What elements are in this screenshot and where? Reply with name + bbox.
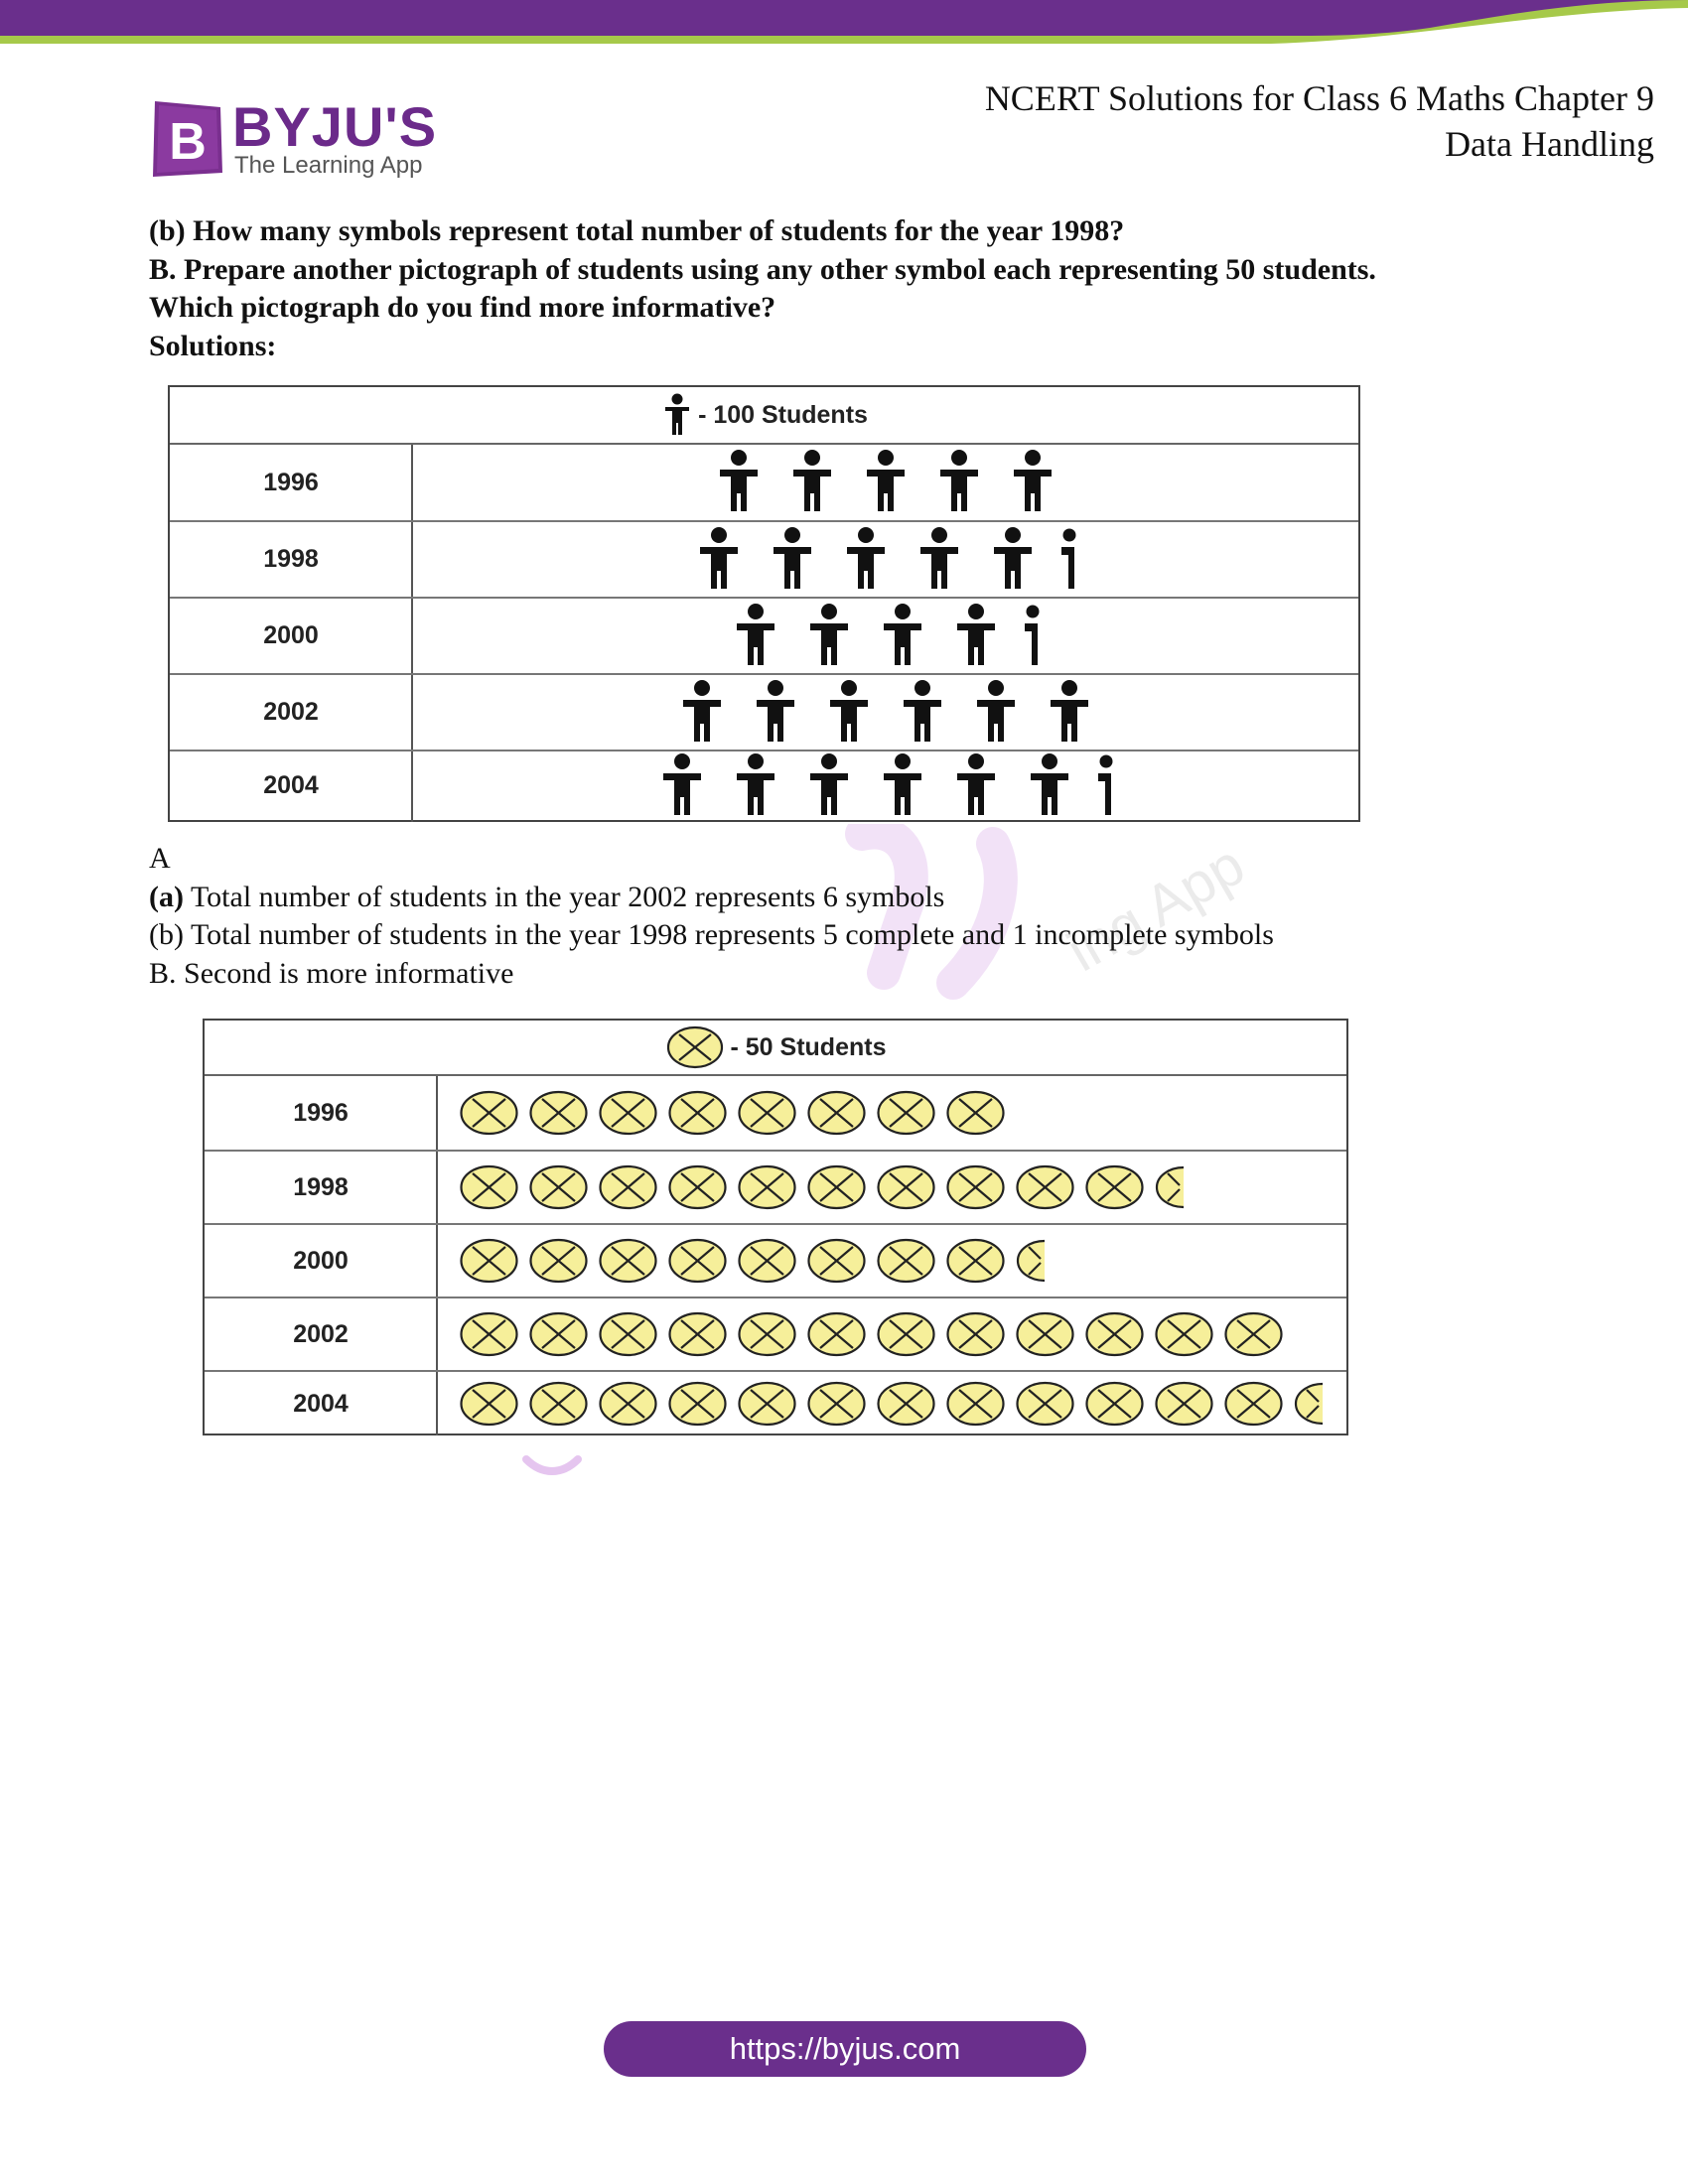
crossed-circle-icon [598, 1237, 658, 1285]
crossed-circle-icon [945, 1089, 1006, 1137]
answer-b: (b) Total number of students in the year 1998 represents 5 complete and 1 incomplete symbols [149, 918, 1274, 951]
crossed-circle-icon [737, 1163, 797, 1211]
partial-student-figure-icon [1023, 604, 1043, 669]
row-symbols [459, 1152, 1184, 1223]
svg-text:ing App: ing App [1056, 832, 1256, 985]
student-figure-icon [766, 527, 819, 593]
crossed-circle-icon [1223, 1310, 1284, 1358]
row-year-label: 2004 [263, 771, 319, 799]
byjus-logo[interactable] [149, 97, 447, 179]
row-year-label: 1996 [263, 468, 319, 496]
crossed-circle-icon [528, 1163, 589, 1211]
crossed-circle-icon [598, 1310, 658, 1358]
partial-student-figure-icon [1096, 753, 1116, 819]
row-symbols [412, 522, 1358, 597]
crossed-circle-icon [528, 1310, 589, 1358]
answer-conclusion: B. Second is more informative [149, 956, 514, 990]
answer-a [149, 879, 1638, 917]
crossed-circle-icon [876, 1310, 936, 1358]
pictograph-row-2000 [170, 597, 1358, 673]
question-B: B. Prepare another pictograph of students using any other symbol each representing 50 students. [149, 252, 1376, 286]
crossed-circle-icon [876, 1380, 936, 1428]
pictograph-row-1996 [205, 1076, 1346, 1150]
row-year-label: 2000 [263, 621, 319, 649]
crossed-circle-icon [665, 1024, 725, 1070]
row-year-label: 2002 [293, 1319, 349, 1348]
crossed-circle-icon [737, 1310, 797, 1358]
crossed-circle-icon [876, 1163, 936, 1211]
student-figure-icon [859, 450, 913, 515]
crossed-circle-icon [667, 1237, 728, 1285]
pictograph-row-2004 [205, 1370, 1346, 1435]
student-figure-icon [986, 527, 1040, 593]
student-figure-icon [1006, 450, 1059, 515]
crossed-circle-icon [876, 1089, 936, 1137]
student-figure-icon [729, 753, 782, 819]
row-symbols [459, 1225, 1045, 1297]
row-symbols [459, 1076, 1006, 1150]
student-figure-icon [949, 753, 1003, 819]
row-year-label: 2000 [293, 1246, 349, 1275]
crossed-circle-icon [945, 1163, 1006, 1211]
student-figure-icon [896, 680, 949, 746]
crossed-circle-icon [737, 1380, 797, 1428]
student-figure-icon [802, 604, 856, 669]
crossed-circle-icon [459, 1163, 519, 1211]
crossed-circle-icon [459, 1237, 519, 1285]
student-figure-icon [932, 450, 986, 515]
row-symbols [412, 751, 1358, 820]
crossed-circle-icon [1015, 1310, 1075, 1358]
watermark-fragment-icon [522, 1455, 582, 1475]
logo-letter: B [169, 113, 207, 171]
crossed-circle-icon [528, 1380, 589, 1428]
crossed-circle-icon [1223, 1380, 1284, 1428]
row-symbols [412, 599, 1358, 673]
brand-name: BYJU'S [232, 95, 438, 158]
top-color-band [0, 0, 1688, 60]
student-figure-icon [969, 680, 1023, 746]
crossed-circle-icon [459, 1310, 519, 1358]
crossed-circle-icon [806, 1089, 867, 1137]
crossed-circle-icon [1084, 1163, 1145, 1211]
crossed-circle-icon [667, 1310, 728, 1358]
row-year-label: 1998 [263, 545, 319, 573]
crossed-circle-icon [1015, 1163, 1075, 1211]
crossed-circle-icon [806, 1380, 867, 1428]
student-figure-icon [712, 450, 766, 515]
brand-tagline: The Learning App [234, 152, 423, 179]
crossed-circle-icon [667, 1163, 728, 1211]
row-year-label: 2002 [263, 698, 319, 726]
pictograph-row-2000 [205, 1223, 1346, 1297]
crossed-circle-icon [528, 1237, 589, 1285]
crossed-circle-icon [1154, 1380, 1214, 1428]
student-figure-icon [675, 680, 729, 746]
partial-student-figure-icon [1059, 527, 1079, 593]
pictograph-row-1998 [170, 520, 1358, 597]
student-figure-icon [822, 680, 876, 746]
pictograph-row-2002 [170, 673, 1358, 750]
pictograph-row-2002 [205, 1297, 1346, 1370]
crossed-circle-icon [737, 1089, 797, 1137]
crossed-circle-icon [1084, 1380, 1145, 1428]
student-figure-icon [1043, 680, 1096, 746]
pictograph1-key-label: - 100 Students [698, 400, 868, 429]
row-year-label: 1996 [293, 1098, 349, 1127]
pictograph-row-1998 [205, 1150, 1346, 1223]
student-figure-icon [692, 527, 746, 593]
crossed-circle-icon [945, 1310, 1006, 1358]
student-figure-icon [729, 604, 782, 669]
student-figure-icon [655, 753, 709, 819]
header-chapter-title: NCERT Solutions for Class 6 Maths Chapter 9 [984, 78, 1654, 118]
student-figure-icon [785, 450, 839, 515]
question-block [149, 212, 1638, 365]
row-symbols [412, 675, 1358, 750]
crossed-circle-icon [945, 1237, 1006, 1285]
pictograph1-key [170, 387, 1358, 445]
partial-crossed-circle-icon [1293, 1380, 1323, 1428]
crossed-circle-icon [737, 1237, 797, 1285]
answer-a-label: (a) [149, 880, 184, 913]
crossed-circle-icon [1084, 1310, 1145, 1358]
student-figure-icon [802, 753, 856, 819]
crossed-circle-icon [1154, 1310, 1214, 1358]
crossed-circle-icon [806, 1310, 867, 1358]
row-year-label: 2004 [293, 1389, 349, 1418]
answers-block [149, 840, 1638, 993]
student-figure-icon [876, 753, 929, 819]
crossed-circle-icon [459, 1089, 519, 1137]
crossed-circle-icon [876, 1237, 936, 1285]
partial-crossed-circle-icon [1015, 1237, 1045, 1285]
crossed-circle-icon [528, 1089, 589, 1137]
crossed-circle-icon [945, 1380, 1006, 1428]
solutions-heading: Solutions: [149, 329, 277, 362]
header-topic: Data Handling [1445, 124, 1654, 164]
row-year-label: 1998 [293, 1172, 349, 1201]
partial-crossed-circle-icon [1154, 1163, 1184, 1211]
answers-heading: A [149, 842, 171, 875]
student-figure-icon [749, 680, 802, 746]
question-b: (b) How many symbols represent total number of students for the year 1998? [149, 214, 1125, 247]
crossed-circle-icon [598, 1089, 658, 1137]
crossed-circle-icon [598, 1163, 658, 1211]
crossed-circle-icon [598, 1380, 658, 1428]
crossed-circle-icon [806, 1237, 867, 1285]
row-symbols [412, 445, 1358, 520]
student-figure-icon [839, 527, 893, 593]
answer-a-text: Total number of students in the year 2002 represents 6 symbols [183, 880, 945, 913]
footer-url-button[interactable]: https://byjus.com [604, 2021, 1086, 2077]
question-informative: Which pictograph do you find more informative? [149, 291, 776, 324]
student-figure-icon [876, 604, 929, 669]
student-figure-icon [949, 604, 1003, 669]
crossed-circle-icon [667, 1380, 728, 1428]
pictograph-row-2004 [170, 750, 1358, 820]
crossed-circle-icon [806, 1163, 867, 1211]
row-symbols [459, 1372, 1323, 1435]
student-figure-icon [913, 527, 966, 593]
pictograph2-key [205, 1021, 1346, 1076]
student-figure-icon [1023, 753, 1076, 819]
pictograph-100-students [168, 385, 1360, 822]
crossed-circle-icon [1015, 1380, 1075, 1428]
pictograph-50-students [203, 1019, 1348, 1435]
crossed-circle-icon [459, 1380, 519, 1428]
pictograph-row-1996 [170, 445, 1358, 520]
student-figure-icon [660, 393, 694, 437]
crossed-circle-icon [667, 1089, 728, 1137]
row-symbols [459, 1298, 1284, 1370]
byjus-logo-mark-icon [149, 97, 226, 179]
pictograph2-key-label: - 50 Students [730, 1032, 887, 1061]
document-header [985, 75, 1654, 167]
